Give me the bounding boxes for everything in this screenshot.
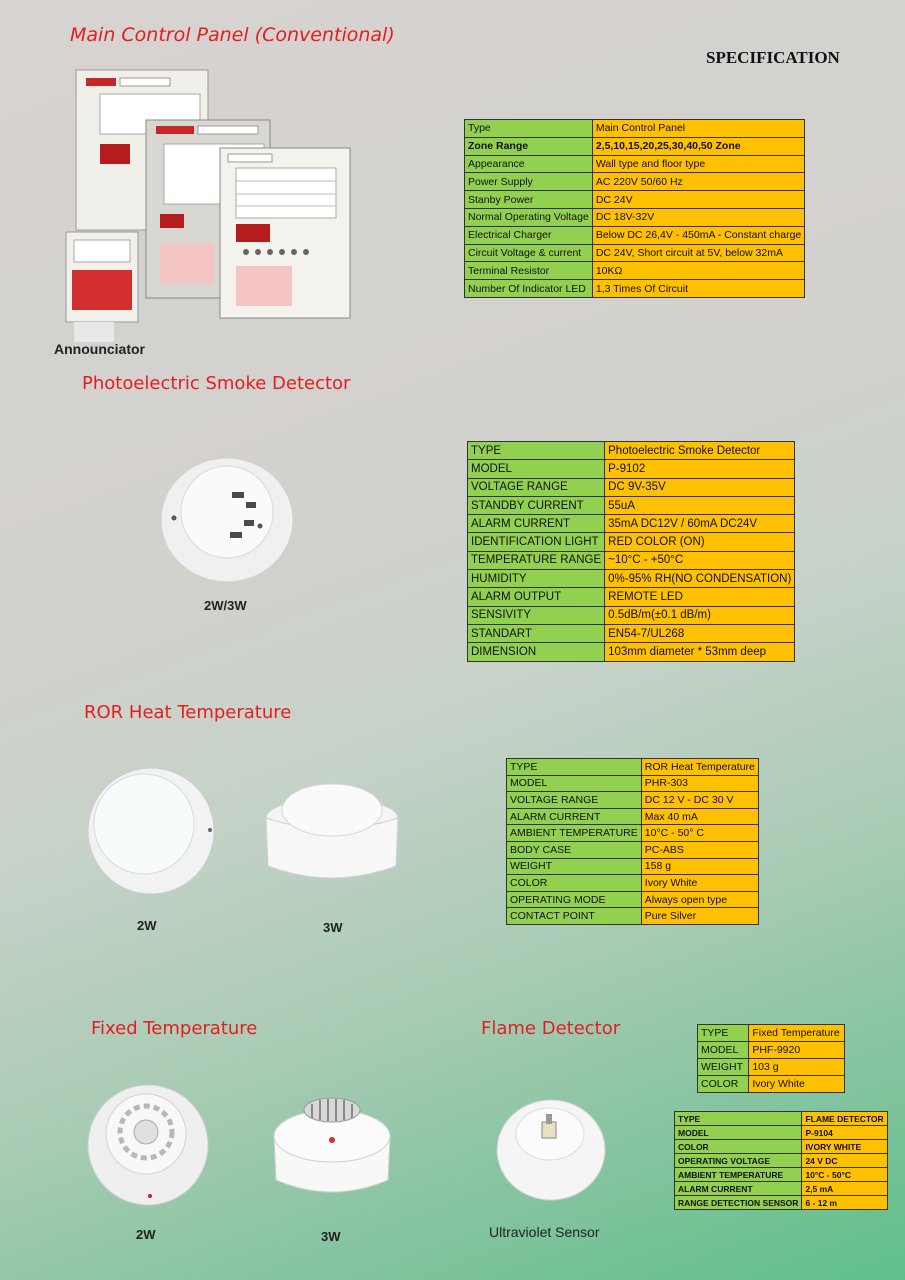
- fixed-3w-image: [270, 1088, 394, 1204]
- spec-key: Zone Range: [465, 137, 593, 155]
- ror-spec-table: [506, 758, 759, 925]
- flame-heading: Flame Detector: [481, 1018, 621, 1039]
- spec-value: Photoelectric Smoke Detector: [605, 442, 795, 460]
- spec-row: [675, 1168, 888, 1182]
- spec-row: [468, 570, 795, 588]
- spec-row: [468, 515, 795, 533]
- spec-value: REMOTE LED: [605, 588, 795, 606]
- spec-key: BODY CASE: [507, 841, 642, 858]
- spec-row: [468, 460, 795, 478]
- spec-key: HUMIDITY: [468, 570, 605, 588]
- spec-value: 10°C - 50°C: [802, 1168, 887, 1182]
- spec-row: [698, 1076, 845, 1093]
- spec-key: STANDBY CURRENT: [468, 496, 605, 514]
- spec-key: CONTACT POINT: [507, 908, 642, 925]
- ror-3w-image: [264, 780, 400, 890]
- spec-key: Terminal Resistor: [465, 262, 593, 280]
- spec-value: RED COLOR (ON): [605, 533, 795, 551]
- smoke-spec-table: [467, 441, 795, 662]
- fixed-2w-caption: 2W: [136, 1227, 156, 1242]
- spec-key: STANDART: [468, 624, 605, 642]
- spec-value: DC 24V, Short circuit at 5V, below 32mA: [592, 244, 804, 262]
- spec-value: Wall type and floor type: [592, 155, 804, 173]
- spec-key: AMBIENT TEMPERATURE: [507, 825, 642, 842]
- spec-value: 1,3 Times Of Circuit: [592, 280, 804, 298]
- spec-key: MODEL: [675, 1126, 802, 1140]
- spec-row: [675, 1154, 888, 1168]
- spec-key: ALARM CURRENT: [507, 808, 642, 825]
- spec-row: [507, 808, 759, 825]
- flame-caption: Ultraviolet Sensor: [489, 1224, 600, 1240]
- spec-key: ALARM CURRENT: [675, 1182, 802, 1196]
- spec-value: Main Control Panel: [592, 120, 804, 138]
- spec-row: [468, 478, 795, 496]
- ror-3w-caption: 3W: [323, 920, 343, 935]
- spec-key: RANGE DETECTION SENSOR: [675, 1196, 802, 1210]
- spec-row: [507, 775, 759, 792]
- spec-value: P-9102: [605, 460, 795, 478]
- spec-value: 0.5dB/m(±0.1 dB/m): [605, 606, 795, 624]
- spec-key: TYPE: [698, 1025, 749, 1042]
- spec-key: TYPE: [675, 1112, 802, 1126]
- spec-value: PHR-303: [641, 775, 758, 792]
- spec-value: Pure Silver: [641, 908, 758, 925]
- spec-row: [465, 173, 805, 191]
- panel-heading: Main Control Panel (Conventional): [70, 24, 395, 46]
- spec-key: VOLTAGE RANGE: [507, 792, 642, 809]
- spec-row: [465, 191, 805, 209]
- spec-value: 0%-95% RH(NO CONDENSATION): [605, 570, 795, 588]
- spec-row: [465, 208, 805, 226]
- spec-key: ALARM OUTPUT: [468, 588, 605, 606]
- fixed-2w-image: [86, 1084, 210, 1206]
- spec-row: [675, 1140, 888, 1154]
- spec-value: Fixed Temperature: [749, 1025, 845, 1042]
- spec-value: IVORY WHITE: [802, 1140, 887, 1154]
- announciator-caption: Announciator: [54, 341, 145, 357]
- spec-row: [675, 1196, 888, 1210]
- spec-row: [675, 1182, 888, 1196]
- smoke-detector-image: [160, 456, 295, 586]
- spec-row: [468, 551, 795, 569]
- smoke-caption: 2W/3W: [204, 598, 247, 613]
- spec-key: DIMENSION: [468, 643, 605, 661]
- spec-row: [465, 262, 805, 280]
- spec-value: Ivory White: [641, 875, 758, 892]
- spec-row: [468, 643, 795, 661]
- spec-value: 10KΩ: [592, 262, 804, 280]
- spec-row: [698, 1042, 845, 1059]
- spec-value: Always open type: [641, 891, 758, 908]
- spec-value: DC 12 V - DC 30 V: [641, 792, 758, 809]
- spec-key: Number Of Indicator LED: [465, 280, 593, 298]
- fixed-3w-caption: 3W: [321, 1229, 341, 1244]
- spec-row: [468, 624, 795, 642]
- spec-key: TEMPERATURE RANGE: [468, 551, 605, 569]
- ror-2w-caption: 2W: [137, 918, 157, 933]
- spec-key: Power Supply: [465, 173, 593, 191]
- spec-key: TYPE: [468, 442, 605, 460]
- control-panel-image: [60, 64, 360, 354]
- spec-key: COLOR: [675, 1140, 802, 1154]
- spec-row: [468, 606, 795, 624]
- spec-row: [465, 280, 805, 298]
- spec-key: VOLTAGE RANGE: [468, 478, 605, 496]
- spec-value: 24 V DC: [802, 1154, 887, 1168]
- spec-key: IDENTIFICATION LIGHT: [468, 533, 605, 551]
- spec-value: DC 9V-35V: [605, 478, 795, 496]
- spec-key: Stanby Power: [465, 191, 593, 209]
- spec-value: 2,5,10,15,20,25,30,40,50 Zone: [592, 137, 804, 155]
- spec-value: 103mm diameter * 53mm deep: [605, 643, 795, 661]
- spec-key: WEIGHT: [698, 1059, 749, 1076]
- spec-value: 35mA DC12V / 60mA DC24V: [605, 515, 795, 533]
- fixed-heading: Fixed Temperature: [91, 1018, 258, 1039]
- spec-key: MODEL: [468, 460, 605, 478]
- spec-value: DC 24V: [592, 191, 804, 209]
- spec-row: [675, 1126, 888, 1140]
- spec-key: MODEL: [507, 775, 642, 792]
- spec-row: [507, 875, 759, 892]
- spec-value: Max 40 mA: [641, 808, 758, 825]
- spec-key: TYPE: [507, 759, 642, 776]
- spec-key: SENSIVITY: [468, 606, 605, 624]
- fixed-spec-table: [697, 1024, 845, 1093]
- spec-row: [507, 858, 759, 875]
- spec-key: MODEL: [698, 1042, 749, 1059]
- spec-value: ROR Heat Temperature: [641, 759, 758, 776]
- spec-row: [468, 496, 795, 514]
- spec-row: [465, 244, 805, 262]
- spec-row: [465, 155, 805, 173]
- ror-heading: ROR Heat Temperature: [84, 702, 292, 723]
- spec-key: Circuit Voltage & current: [465, 244, 593, 262]
- spec-value: AC 220V 50/60 Hz: [592, 173, 804, 191]
- spec-row: [465, 120, 805, 138]
- flame-detector-image: [496, 1098, 606, 1202]
- spec-key: ALARM CURRENT: [468, 515, 605, 533]
- spec-value: 6 - 12 m: [802, 1196, 887, 1210]
- ror-2w-image: [86, 766, 216, 896]
- panel-spec-table: [464, 119, 805, 298]
- spec-row: [507, 825, 759, 842]
- spec-value: PC-ABS: [641, 841, 758, 858]
- spec-value: 103 g: [749, 1059, 845, 1076]
- spec-value: 2,5 mA: [802, 1182, 887, 1196]
- spec-key: COLOR: [507, 875, 642, 892]
- spec-row: [507, 792, 759, 809]
- spec-row: [675, 1112, 888, 1126]
- spec-value: 158 g: [641, 858, 758, 875]
- spec-key: Appearance: [465, 155, 593, 173]
- spec-value: PHF-9920: [749, 1042, 845, 1059]
- spec-key: Normal Operating Voltage: [465, 208, 593, 226]
- spec-row: [468, 442, 795, 460]
- spec-row: [698, 1059, 845, 1076]
- spec-row: [468, 588, 795, 606]
- spec-key: Electrical Charger: [465, 226, 593, 244]
- spec-key: Type: [465, 120, 593, 138]
- spec-value: DC 18V-32V: [592, 208, 804, 226]
- spec-row: [465, 137, 805, 155]
- spec-row: [507, 841, 759, 858]
- spec-row: [507, 891, 759, 908]
- spec-value: Ivory White: [749, 1076, 845, 1093]
- spec-value: EN54-7/UL268: [605, 624, 795, 642]
- spec-key: OPERATING VOLTAGE: [675, 1154, 802, 1168]
- flame-spec-table: [674, 1111, 888, 1210]
- spec-key: AMBIENT TEMPERATURE: [675, 1168, 802, 1182]
- spec-value: ~10°C - +50°C: [605, 551, 795, 569]
- spec-value: Below DC 26,4V - 450mA - Constant charge: [592, 226, 804, 244]
- spec-key: OPERATING MODE: [507, 891, 642, 908]
- spec-value: 10°C - 50° C: [641, 825, 758, 842]
- spec-row: [465, 226, 805, 244]
- spec-value: P-9104: [802, 1126, 887, 1140]
- spec-row: [507, 759, 759, 776]
- specification-title: SPECIFICATION: [706, 48, 840, 67]
- spec-key: WEIGHT: [507, 858, 642, 875]
- spec-row: [507, 908, 759, 925]
- spec-key: COLOR: [698, 1076, 749, 1093]
- spec-value: 55uA: [605, 496, 795, 514]
- spec-row: [468, 533, 795, 551]
- spec-value: FLAME DETECTOR: [802, 1112, 887, 1126]
- spec-row: [698, 1025, 845, 1042]
- smoke-heading: Photoelectric Smoke Detector: [82, 373, 351, 394]
